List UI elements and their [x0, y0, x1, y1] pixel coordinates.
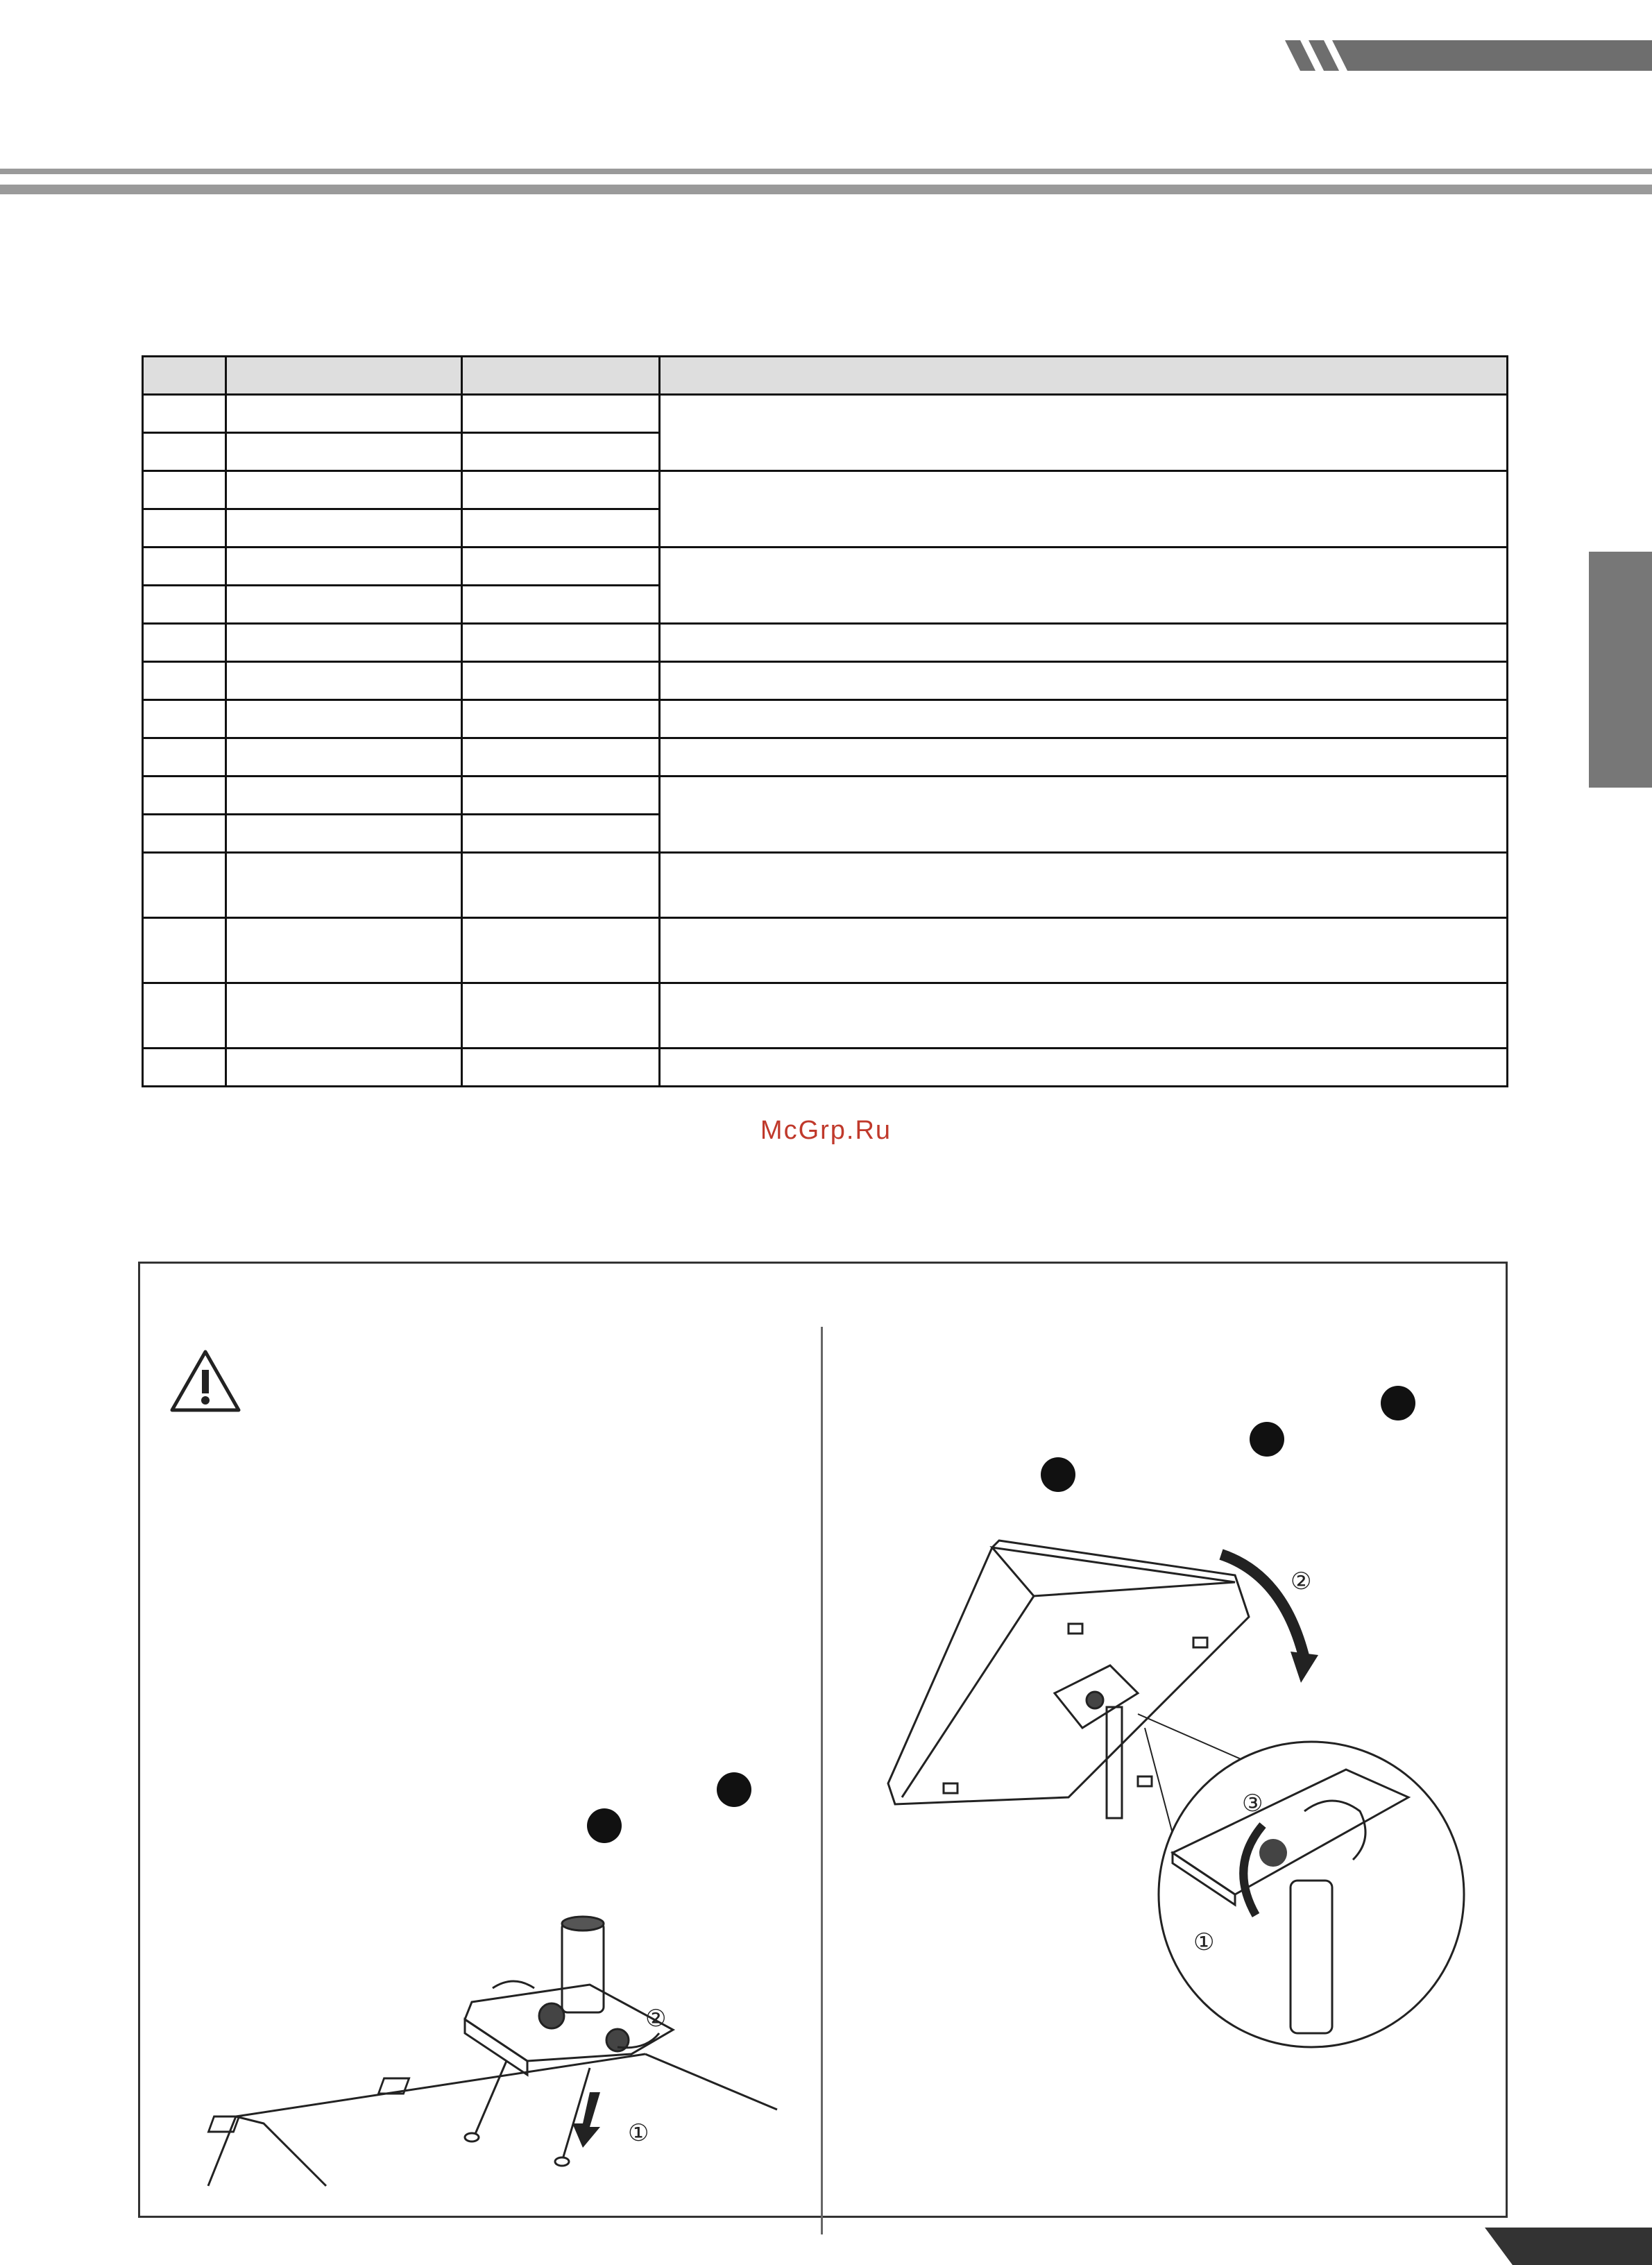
column-divider — [821, 1327, 823, 2234]
table-header-cell — [462, 357, 660, 395]
side-thumb-tab — [1589, 552, 1652, 788]
table-row — [143, 983, 1508, 1049]
table-row — [143, 395, 1508, 433]
table-row — [143, 1049, 1508, 1087]
table-row — [143, 471, 1508, 509]
step-number-3: ③ — [1242, 1790, 1263, 1817]
speaker-tilt-illustration — [874, 1534, 1471, 2061]
warning-triangle-icon — [169, 1349, 241, 1413]
step-number-2: ② — [1291, 1568, 1312, 1595]
table-row — [143, 853, 1508, 918]
step-number-1: ① — [628, 2119, 649, 2147]
header-stripe-bar — [1285, 40, 1652, 71]
table-row — [143, 548, 1508, 586]
spec-table — [142, 355, 1508, 1087]
header-rule-bottom — [0, 185, 1652, 194]
table-row — [143, 624, 1508, 662]
table-row — [143, 738, 1508, 777]
step-marker-icon — [1041, 1457, 1075, 1492]
page-number-tab — [1485, 2228, 1652, 2265]
header-rule-top — [0, 169, 1652, 174]
step-number-1: ① — [1193, 1928, 1215, 1956]
table-header-cell — [660, 357, 1508, 395]
table-header-cell — [143, 357, 226, 395]
step-marker-icon — [587, 1808, 622, 1843]
step-marker-icon — [1381, 1386, 1415, 1420]
table-row — [143, 662, 1508, 700]
step-number-2: ② — [645, 2005, 667, 2033]
table-row — [143, 700, 1508, 738]
table-row — [143, 777, 1508, 815]
step-marker-icon — [1250, 1422, 1284, 1457]
step-marker-icon — [717, 1772, 751, 1807]
table-row — [143, 918, 1508, 983]
table-header-cell — [226, 357, 462, 395]
table-header-row — [143, 357, 1508, 395]
watermark-text: McGrp.Ru — [760, 1116, 892, 1145]
bracket-mounting-illustration — [201, 1894, 784, 2200]
